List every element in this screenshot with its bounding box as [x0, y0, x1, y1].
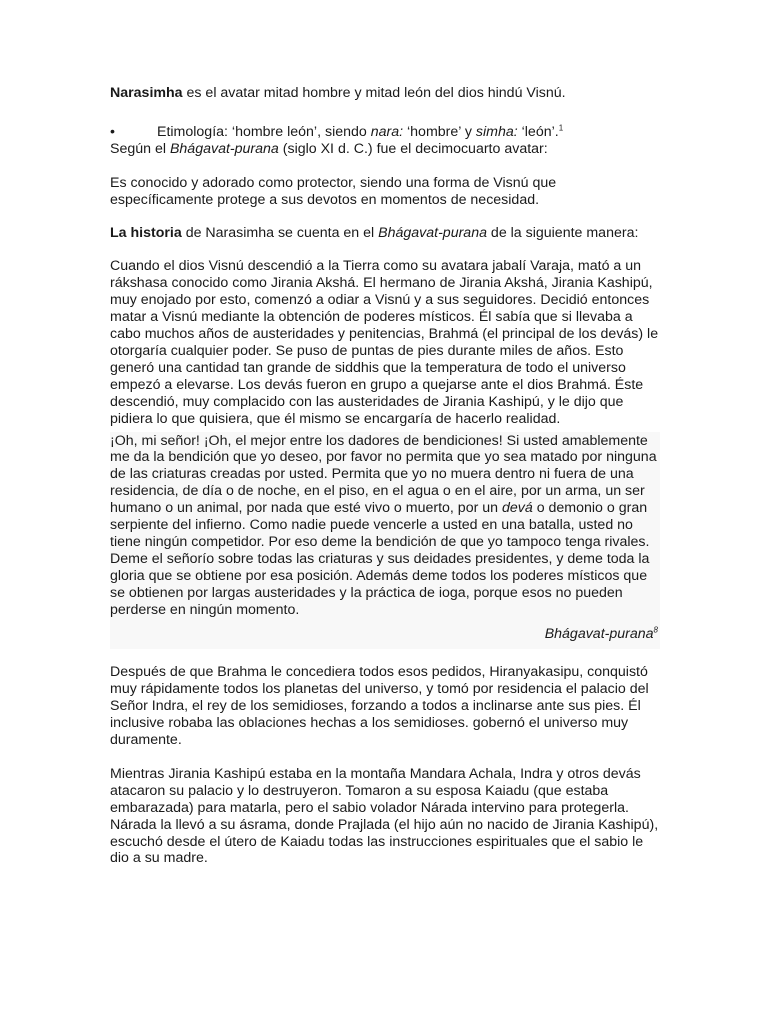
historia-paragraph: [110, 225, 660, 242]
etymology-nara: nara:: [370, 123, 404, 140]
protector-paragraph: Es conocido y adorado como protector, siendo una forma de Visnú que específicamente protege a sus devotos en momentos de necesidad.: [110, 174, 557, 208]
citation-title: Bhágavat-purana: [544, 626, 654, 643]
etymology-list-item: [110, 124, 660, 141]
etymology-simha: simha:: [475, 123, 518, 140]
source-text-2: (siglo XI d. C.) fue el decimocuarto avatar:: [278, 140, 548, 157]
blockquote: [110, 432, 660, 650]
intro-term: Narasimha: [110, 85, 183, 101]
footnote-ref-8[interactable]: 8: [653, 625, 658, 635]
historia-heading: La historia: [110, 224, 182, 241]
story-paragraph: Cuando el dios Visnú descendió a la Tierra como su avatara jabalí Varaja, mató a un rákshasa conocido como Jirania Akshá. El hermano de Jirania Akshá, Jirania Kashipú, muy enojado por esto, comenzó a odiar a Visnú y a sus seguidores. Decidió entonces matar a Visnú mediante la obtención de poderes místicos. Él sabía que si llevaba a cabo muchos años de austeridades y penitencias, Brahmá (el principal de los devás) le otorgaría cualquier poder. Se puso de puntas de pies durante miles de años. Esto generó una cantidad tan grande de siddhis que la temperatura de todo el universo empezó a elevarse. Los devás fueron en grupo a quejarse ante el dios Brahmá. Éste descendió, muy complacido con las austeridades de Jirania Kashipú, y le dijo que pidiera lo que quisiera, que él mismo se encargaría de hacerlo realidad.: [110, 258, 659, 427]
historia-text-2: de la siguiente manera:: [486, 224, 639, 241]
intro-text: es el avatar mitad hombre y mitad león del dios hindú Visnú.: [182, 85, 566, 101]
etymology-text-2: ‘hombre’ y: [403, 123, 476, 140]
historia-text-1: de Narasimha se cuenta en el: [181, 224, 379, 241]
quote-text-1: ¡Oh, mi señor! ¡Oh, el mejor entre los dadores de bendiciones! Si usted amablemente me da la bendición que yo deseo, por favor no permita que yo sea matado por ninguna de las criaturas creadas por usted. Permita que yo no muera dentro ni fuera de una residencia, de día o de noche, en el piso, en el agua o en el aire, por un arma, un ser humano o un animal, por nada que esté vivo o muerto, por un: [110, 432, 657, 517]
quote-text-2: o demonio o gran serpiente del infierno. Como nadie puede vencerle a usted en una batalla, usted no tiene ningún competidor. Por eso deme la bendición de que yo tampoco tenga rivales. Deme el señorío sobre todas las criaturas y sus deidades presidentes, y deme toda la gloria que se obtiene por esa posición. Además deme todos los poderes místicos que se obtienen por largas austeridades y la práctica de ioga, porque esos no pueden perderse en ningún momento.: [110, 500, 650, 618]
document-page: [110, 85, 660, 867]
quote-text: [110, 433, 658, 619]
etymology-text-1: Etimología: ‘hombre león’, siendo: [157, 123, 371, 140]
historia-title: Bhágavat-purana: [378, 224, 487, 241]
quote-citation: [110, 626, 658, 643]
source-title: Bhágavat-purana: [169, 140, 279, 157]
jirania-paragraph: Mientras Jirania Kashipú estaba en la montaña Mandara Achala, Indra y otros devás atacaron su palacio y lo destruyeron. Tomaron a su esposa Kaiadu (que estaba embarazada) para matarla, pero el sabio volador Nárada intervino para protegerla. Nárada la llevó a su ásrama, donde Prajlada (el hijo aún no nacido de Jirania Kashipú), escuchó desde el útero de Kaiadu todas las instrucciones espirituales que el sabio le dio a su madre.: [110, 765, 659, 867]
etymology-text-3: ‘león’.: [517, 123, 559, 140]
after-paragraph: Después de que Brahma le concediera todos esos pedidos, Hiranyakasipu, conquistó muy rápidamente todos los planetas del universo, y tomó por residencia el palacio del Señor Indra, el rey de los semidioses, forzando a todos a inclinarse ante sus pies. Él inclusive robaba las oblaciones hechas a los semidioses. gobernó el universo muy duramente.: [110, 664, 649, 748]
intro-paragraph: [110, 85, 660, 102]
footnote-ref-1[interactable]: 1: [558, 123, 564, 133]
source-paragraph: [110, 141, 660, 158]
source-text-1: Según el: [110, 140, 170, 157]
quote-deva: devá: [501, 500, 533, 517]
bullet-icon: •: [110, 123, 115, 140]
